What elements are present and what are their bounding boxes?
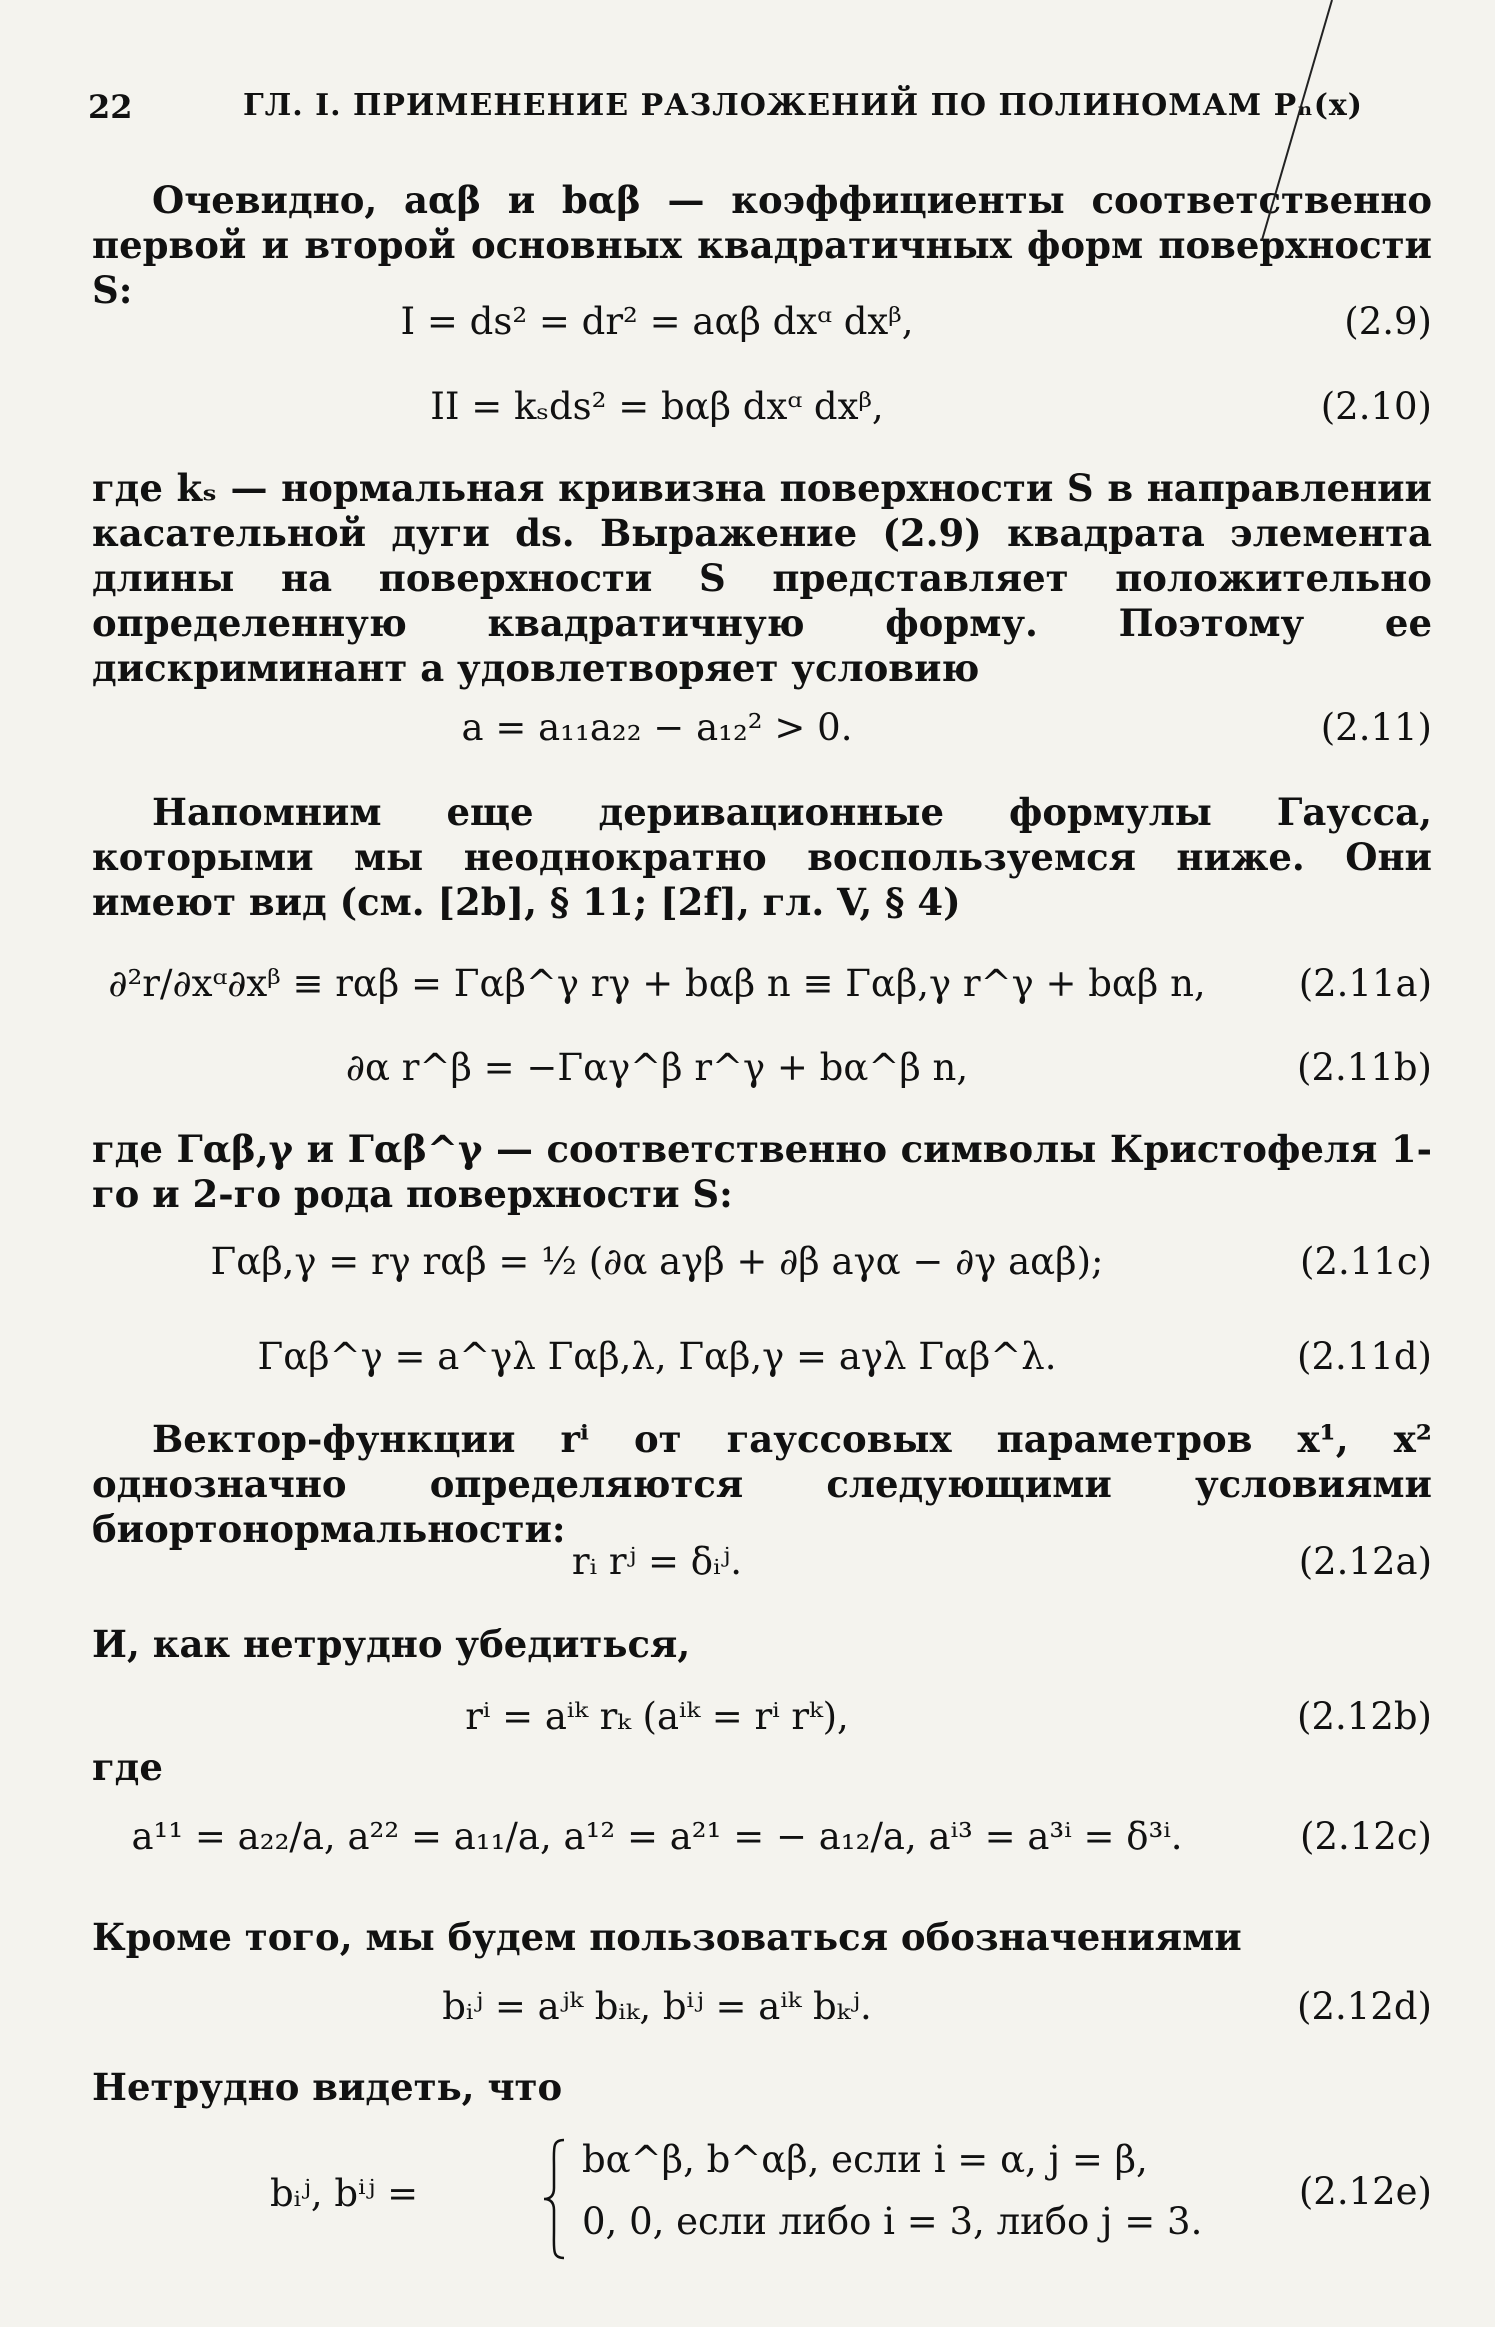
equation-number: (2.12d): [1297, 1985, 1432, 2028]
equation-formula: a¹¹ = a₂₂/a, a²² = a₁₁/a, a¹² = a²¹ = − a₁₂/a, aⁱ³ = a³ⁱ = δ³ⁱ.: [131, 1815, 1183, 1858]
system-row-1: bα^β, b^αβ, если i = α, j = β,: [582, 2138, 1148, 2181]
equation-formula: rᵢ rʲ = δᵢʲ.: [571, 1540, 743, 1583]
paragraph-where: где: [92, 1745, 163, 1789]
equation-number: (2.11): [1320, 706, 1432, 749]
paragraph-gauss-formulas: Напомним еще деривационные формулы Гаусса, которыми мы неоднократно воспользуемся ниже. Они имеют вид (см. [2b], § 11; [2f], гл. V, § 4): [92, 790, 1432, 924]
paragraph-easy-to-verify: И, как нетрудно убедиться,: [92, 1622, 691, 1666]
equation-formula: Γαβ^γ = a^γλ Γαβ,λ, Γαβ,γ = aγλ Γαβ^λ.: [257, 1335, 1057, 1378]
paragraph-curvature: где kₛ — нормальная кривизна поверхности S в направлении касательной дуги ds. Выражение (2.9) квадрата элемента длины на поверхности S представляет положительно определенную квадратичную форму. Поэтому ее дискриминант a удовлетворяет условию: [92, 466, 1432, 690]
paragraph-forms-intro: Очевидно, aαβ и bαβ — коэффициенты соответственно первой и второй основных квадратичных форм поверхности S:: [92, 178, 1432, 312]
equation-number: (2.11c): [1300, 1240, 1432, 1283]
system-lhs: bᵢʲ, bⁱʲ =: [270, 2172, 419, 2215]
equation-formula: ∂²r/∂xᵅ∂xᵝ ≡ rαβ = Γαβ^γ rγ + bαβ n ≡ Γαβ,γ r^γ + bαβ n,: [108, 962, 1206, 1005]
paragraph-christoffel: где Γαβ,γ и Γαβ^γ — соответственно символы Кристофеля 1-го и 2-го рода поверхности S:: [92, 1127, 1432, 1216]
equation-number: (2.12a): [1298, 1540, 1432, 1583]
equation-formula: II = kₛds² = bαβ dxᵅ dxᵝ,: [430, 385, 884, 428]
equation-number: (2.12e): [1298, 2170, 1432, 2213]
system-row-2: 0, 0, если либо i = 3, либо j = 3.: [582, 2200, 1203, 2243]
equation-formula: Γαβ,γ = rγ rαβ = ½ (∂α aγβ + ∂β aγα − ∂γ aαβ);: [210, 1240, 1104, 1283]
page-number: 22: [88, 88, 133, 126]
equation-number: (2.11d): [1297, 1335, 1432, 1378]
paragraph-vector-functions: Вектор-функции rⁱ от гауссовых параметров x¹, x² однозначно определяются следующими условиями биортонормальности:: [92, 1417, 1432, 1551]
paragraph-easy-to-see: Нетрудно видеть, что: [92, 2065, 563, 2109]
equation-number: (2.10): [1320, 385, 1432, 428]
equation-formula: I = ds² = dr² = aαβ dxᵅ dxᵝ,: [400, 300, 914, 343]
equation-number: (2.12c): [1300, 1815, 1432, 1858]
running-title: ГЛ. I. ПРИМЕНЕНИЕ РАЗЛОЖЕНИЙ ПО ПОЛИНОМАМ Pₙ(x): [243, 88, 1363, 123]
equation-formula: ∂α r^β = −Γαγ^β r^γ + bα^β n,: [345, 1046, 969, 1089]
paragraph-notation: Кроме того, мы будем пользоваться обозначениями: [92, 1915, 1242, 1959]
equation-formula: rⁱ = aⁱᵏ rₖ (aⁱᵏ = rⁱ rᵏ),: [465, 1695, 849, 1738]
equation-number: (2.11a): [1298, 962, 1432, 1005]
equation-number: (2.11b): [1297, 1046, 1432, 1089]
equation-formula: bᵢʲ = aʲᵏ bᵢₖ, bⁱʲ = aⁱᵏ bₖʲ.: [442, 1985, 872, 2028]
equation-formula: a = a₁₁a₂₂ − a₁₂² > 0.: [461, 706, 853, 749]
equation-number: (2.12b): [1297, 1695, 1432, 1738]
equation-number: (2.9): [1344, 300, 1432, 343]
